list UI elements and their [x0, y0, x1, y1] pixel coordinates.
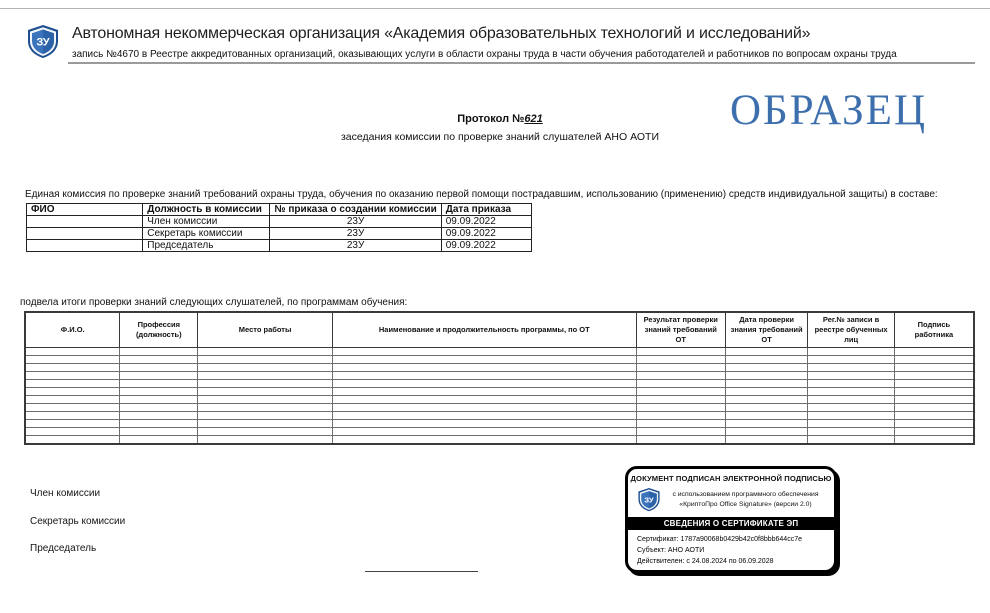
table-row — [25, 404, 974, 412]
table-cell — [894, 428, 974, 436]
table-cell: Член комиссии — [143, 216, 270, 228]
table-cell — [120, 364, 198, 372]
table-row — [27, 228, 532, 240]
table-cell — [725, 372, 808, 380]
stamp-validity: Действителен: с 24.08.2024 по 06.09.2028 — [637, 558, 774, 566]
table-cell — [120, 388, 198, 396]
commission-table-header-row — [27, 204, 532, 216]
table-cell — [808, 380, 894, 388]
organization-name: Автономная некоммерческая организация «Академия образовательных технологий и исследований» — [72, 25, 811, 42]
table-row — [25, 364, 974, 372]
column-header: Дата проверки знания требований ОТ — [725, 312, 808, 348]
table-cell — [120, 396, 198, 404]
table-row — [27, 216, 532, 228]
column-header: Место работы — [198, 312, 333, 348]
table-cell — [725, 412, 808, 420]
table-cell — [725, 436, 808, 444]
column-header: Ф.И.О. — [25, 312, 120, 348]
table-cell — [894, 388, 974, 396]
signature-label-chairman: Председатель — [30, 543, 97, 554]
table-row — [25, 380, 974, 388]
stamp-software-line1: с использованием программного обеспечения — [672, 490, 819, 498]
table-cell — [808, 388, 894, 396]
results-intro-text: подвела итоги проверки знаний следующих слушателей, по программам обучения: — [20, 297, 408, 308]
students-table-body — [25, 348, 974, 444]
table-cell — [725, 364, 808, 372]
table-cell — [636, 396, 725, 404]
table-cell — [120, 348, 198, 356]
table-cell — [725, 396, 808, 404]
table-row — [25, 396, 974, 404]
students-table — [24, 311, 975, 445]
table-cell — [894, 420, 974, 428]
table-cell — [636, 380, 725, 388]
table-cell — [894, 372, 974, 380]
registry-record-line: запись №4670 в Реестре аккредитованных организаций, оказывающих услуги в области охраны труда в части обучения работодателей и работников по вопросам охраны труда — [72, 49, 897, 60]
stamp-software-row — [628, 485, 834, 515]
organization-logo-shield-icon — [26, 21, 60, 63]
table-cell — [25, 436, 120, 444]
table-cell — [332, 412, 636, 420]
table-cell — [25, 372, 120, 380]
table-cell: 09.09.2022 — [441, 240, 531, 252]
table-cell — [25, 420, 120, 428]
stamp-certificate-bar: СВЕДЕНИЯ О СЕРТИФИКАТЕ ЭП — [628, 517, 834, 530]
table-cell — [725, 420, 808, 428]
table-cell — [120, 412, 198, 420]
table-cell — [725, 348, 808, 356]
table-cell — [725, 380, 808, 388]
table-cell: 23У — [270, 240, 441, 252]
column-header: Должность в комиссии — [143, 204, 270, 216]
table-cell — [332, 404, 636, 412]
table-cell — [332, 372, 636, 380]
table-cell — [725, 356, 808, 364]
table-cell — [332, 364, 636, 372]
stamp-software-text — [661, 490, 834, 510]
table-row — [25, 372, 974, 380]
column-header: Наименование и продолжительность программы, по ОТ — [332, 312, 636, 348]
table-cell — [198, 388, 333, 396]
table-cell — [198, 356, 333, 364]
table-cell — [25, 412, 120, 420]
table-cell — [25, 388, 120, 396]
table-cell — [636, 356, 725, 364]
column-header: Профессия (должность) — [120, 312, 198, 348]
table-cell — [198, 436, 333, 444]
table-cell — [120, 356, 198, 364]
table-cell — [25, 348, 120, 356]
table-cell — [808, 364, 894, 372]
table-cell — [120, 372, 198, 380]
table-cell — [198, 404, 333, 412]
table-cell: 09.09.2022 — [441, 216, 531, 228]
table-cell — [198, 372, 333, 380]
table-cell — [808, 428, 894, 436]
signature-line — [365, 571, 478, 572]
table-row — [25, 412, 974, 420]
table-row — [27, 240, 532, 252]
table-cell — [636, 388, 725, 396]
table-cell — [25, 404, 120, 412]
table-cell — [808, 372, 894, 380]
table-cell — [332, 388, 636, 396]
table-cell — [332, 380, 636, 388]
students-table-header-row — [25, 312, 974, 348]
table-cell — [894, 356, 974, 364]
table-cell — [120, 420, 198, 428]
table-cell: Председатель — [143, 240, 270, 252]
stamp-certificate-info — [637, 534, 834, 568]
table-cell — [198, 348, 333, 356]
table-cell: Секретарь комиссии — [143, 228, 270, 240]
table-cell — [198, 380, 333, 388]
table-cell — [808, 348, 894, 356]
table-cell — [198, 364, 333, 372]
column-header: ФИО — [27, 204, 143, 216]
signature-label-member: Член комиссии — [30, 488, 101, 499]
header-divider — [68, 62, 975, 64]
table-cell — [25, 428, 120, 436]
table-cell — [332, 348, 636, 356]
table-cell — [636, 420, 725, 428]
column-header: Подпись работника — [894, 312, 974, 348]
table-cell — [808, 436, 894, 444]
table-cell — [894, 348, 974, 356]
table-cell — [25, 380, 120, 388]
table-cell — [894, 364, 974, 372]
table-cell — [198, 396, 333, 404]
stamp-shield-icon — [637, 485, 661, 515]
table-cell — [894, 380, 974, 388]
table-cell — [120, 380, 198, 388]
table-cell — [332, 436, 636, 444]
column-header: Рег.№ записи в реестре обученных лиц — [808, 312, 894, 348]
column-header: Результат проверки знаний требований ОТ — [636, 312, 725, 348]
table-row — [25, 428, 974, 436]
column-header: Дата приказа — [441, 204, 531, 216]
table-cell — [808, 404, 894, 412]
table-cell — [27, 240, 143, 252]
table-row — [25, 388, 974, 396]
table-cell — [894, 412, 974, 420]
table-cell — [25, 396, 120, 404]
table-cell — [332, 356, 636, 364]
table-cell — [725, 404, 808, 412]
table-cell — [25, 364, 120, 372]
table-cell — [198, 420, 333, 428]
table-cell: 09.09.2022 — [441, 228, 531, 240]
table-cell — [120, 404, 198, 412]
table-cell — [636, 364, 725, 372]
table-cell — [120, 428, 198, 436]
table-cell — [894, 396, 974, 404]
table-cell — [636, 372, 725, 380]
table-cell — [332, 396, 636, 404]
stamp-software-line2: «КриптоПро Office Signature» (версии 2.0) — [679, 501, 812, 508]
stamp-title: ДОКУМЕНТ ПОДПИСАН ЭЛЕКТРОННОЙ ПОДПИСЬЮ — [630, 474, 832, 483]
protocol-number: 621 — [524, 113, 543, 125]
signature-label-secretary: Секретарь комиссии — [30, 516, 126, 527]
table-cell — [636, 428, 725, 436]
table-cell — [808, 412, 894, 420]
protocol-subtitle: заседания комиссии по проверке знаний слушателей АНО АОТИ — [340, 131, 659, 143]
commission-intro-text: Единая комиссия по проверке знаний требований охраны труда, обучения по оказанию первой помощи пострадавшим, использованию (применению) средств индивидуальной защиты) в составе: — [25, 189, 938, 200]
sample-watermark: ОБРАЗЕЦ — [730, 87, 928, 134]
commission-table — [26, 203, 532, 252]
table-cell — [120, 436, 198, 444]
table-cell — [27, 228, 143, 240]
protocol-title-prefix: Протокол № — [457, 113, 525, 125]
table-cell — [808, 420, 894, 428]
table-row — [25, 436, 974, 444]
table-cell — [198, 412, 333, 420]
table-cell — [25, 356, 120, 364]
table-cell — [636, 404, 725, 412]
stamp-subject: Субъект: АНО АОТИ — [637, 547, 705, 555]
table-cell — [725, 428, 808, 436]
table-cell — [808, 356, 894, 364]
electronic-signature-stamp — [625, 466, 837, 573]
top-divider — [0, 8, 990, 9]
table-cell — [894, 404, 974, 412]
table-cell: 23У — [270, 216, 441, 228]
table-cell — [332, 428, 636, 436]
table-cell — [27, 216, 143, 228]
table-cell — [198, 428, 333, 436]
table-row — [25, 348, 974, 356]
table-cell — [808, 396, 894, 404]
table-row — [25, 356, 974, 364]
column-header: № приказа о создании комиссии — [270, 204, 441, 216]
table-cell — [636, 348, 725, 356]
table-cell — [636, 436, 725, 444]
table-cell — [636, 412, 725, 420]
table-cell — [725, 388, 808, 396]
commission-table-body — [27, 216, 532, 252]
table-row — [25, 420, 974, 428]
table-cell — [894, 436, 974, 444]
stamp-certificate-number: Сертификат: 1787a90068b0429b42c0f8bbb644cc7e — [637, 536, 802, 543]
table-cell — [332, 420, 636, 428]
table-cell: 23У — [270, 228, 441, 240]
